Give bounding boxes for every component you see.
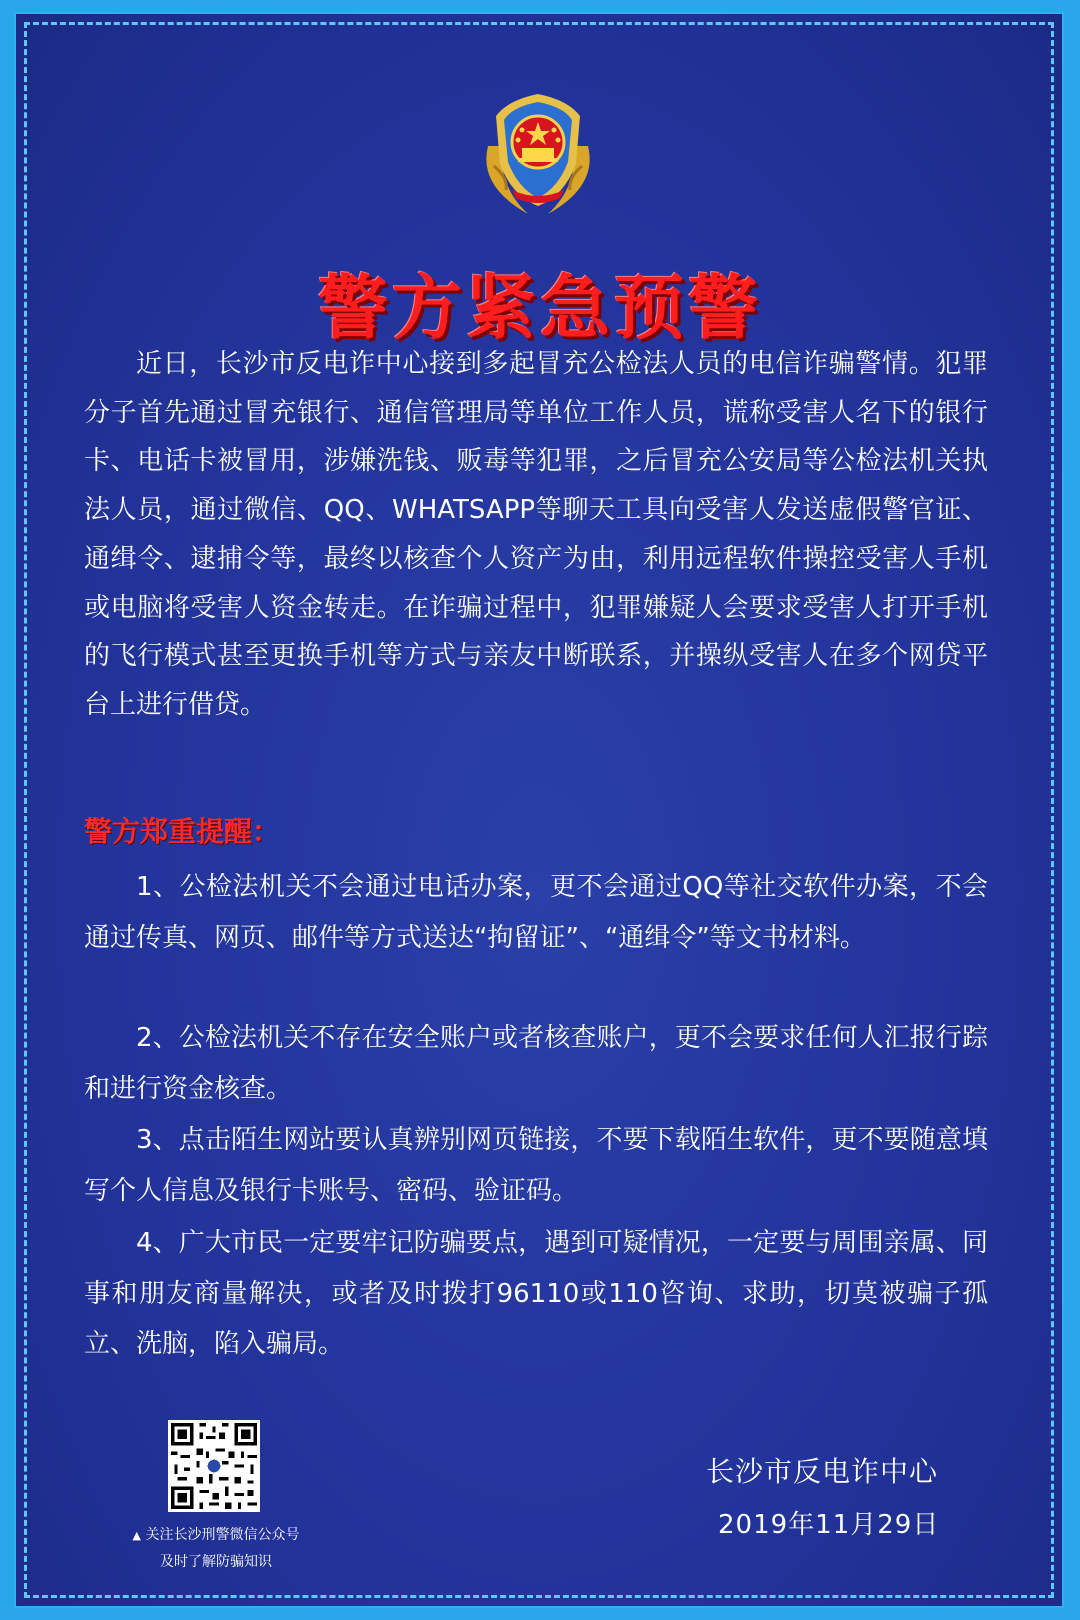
reminder-heading: 警方郑重提醒： <box>84 815 281 848</box>
issuer-name: 长沙市反电诈中心 <box>706 1455 939 1488</box>
qr-caption <box>96 1522 336 1575</box>
intro-paragraph: 近日，长沙市反电诈中心接到多起冒充公检法人员的电信诈骗警情。犯罪分子首先通过冒充银行、通信管理局等单位工作人员，谎称受害人名下的银行卡、电话卡被冒用，涉嫌洗钱、贩毒等犯罪，之后冒充公安局等公检法机关执法人员，通过微信、QQ、WHATSAPP等聊天工具向受害人发送虚假警官证、通缉令、逮捕令等，最终以核查个人资产为由，利用远程软件操控受害人手机或电脑将受害人资金转走。在诈骗过程中，犯罪嫌疑人会要求受害人打开手机的飞行模式甚至更换手机等方式与亲友中断联系，并操纵受害人在多个网贷平台上进行借贷。 <box>84 349 988 720</box>
triangle-icon: ▲ <box>132 1529 141 1542</box>
qr-caption-line2: 及时了解防骗知识 <box>160 1554 272 1570</box>
page-title: 警方紧急预警 <box>318 267 762 349</box>
reminder-item-4: 4、广大市民一定要牢记防骗要点，遇到可疑情况，一定要与周围亲属、同事和朋友商量解决，或者及时拨打96110或110咨询、求助，切莫被骗子孤立、洗脑，陷入骗局。 <box>84 1228 988 1359</box>
qr-caption-line1: 关注长沙刑警微信公众号 <box>145 1527 300 1543</box>
qr-code-icon[interactable] <box>168 1420 260 1512</box>
reminder-item-3: 3、点击陌生网站要认真辨别网页链接，不要下载陌生软件，更不要随意填写个人信息及银行卡账号、密码、验证码。 <box>84 1125 988 1206</box>
reminder-item-1: 1、公检法机关不会通过电话办案，更不会通过QQ等社交软件办案，不会通过传真、网页、邮件等方式送达“拘留证”、“通缉令”等文书材料。 <box>84 872 988 953</box>
reminder-item-2: 2、公检法机关不存在安全账户或者核查账户，更不会要求任何人汇报行踪和进行资金核查。 <box>84 1023 988 1104</box>
police-emblem-icon <box>468 86 608 226</box>
issue-date: 2019年11月29日 <box>718 1510 940 1540</box>
